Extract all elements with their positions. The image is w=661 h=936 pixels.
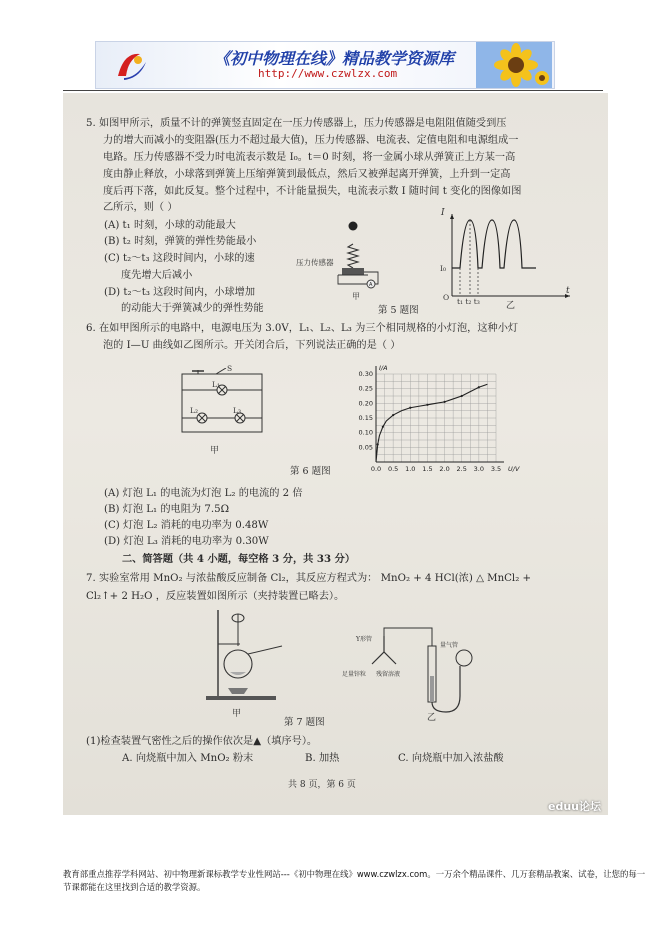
x-tick-label: 1.5 xyxy=(422,465,433,473)
iu-point xyxy=(478,386,480,388)
q5-fig-jia: 甲 xyxy=(352,292,360,301)
burner-icon xyxy=(228,688,248,694)
q6-label-L1: L₁ xyxy=(212,380,220,389)
q6-line-1: 6. 在如甲图所示的电路中，电源电压为 3.0V，L₁、L₂、L₃ 为三个相同规格的小灯泡，这种小灯 xyxy=(86,323,519,334)
x-tick-label: 2.0 xyxy=(439,465,450,473)
q6-option-d: (D) 灯泡 L₃ 消耗的电功率为 0.30W xyxy=(104,536,269,547)
q5-sensor-label: 压力传感器 xyxy=(296,258,334,267)
q5-axis-I0: I₀ xyxy=(440,264,446,273)
q5-option-d-cont: 的动能大于弹簧减少的弹性势能 xyxy=(121,303,264,314)
q7-line-2: Cl₂↑+ 2 H₂O ，反应装置如图所示（夹持装置已略去）。 xyxy=(86,591,345,602)
iu-point xyxy=(443,401,445,403)
q7-sub1: (1)检查装置气密性之后的操作依次是▲（填序号）。 xyxy=(86,736,318,747)
q5-option-c: (C) t₂～t₃ 这段时间内，小球的速 xyxy=(104,253,255,264)
q7-label-gauge: 量气管 xyxy=(440,642,459,649)
q5-line-1: 5. 如图甲所示，质量不计的弹簧竖直固定在一压力传感器上，压力传感器是电阻阻值随受到压 xyxy=(86,118,507,129)
sunflower-icon xyxy=(476,42,552,88)
q5-line-4: 度由静止释放，小球落到弹簧上压缩弹簧到最低点，然后又被弹起离开弹簧，上升到一定高 xyxy=(103,169,511,180)
q5-line-3: 电路。压力传感器不受力时电流表示数是 I₀。t＝0 时刻，将一金属小球从弹簧正上方某一高 xyxy=(103,152,516,163)
q7-label-zinc: 足量锌粒 xyxy=(342,671,367,678)
y-tick-label: 0.10 xyxy=(358,428,373,437)
q7-option-b: B. 加热 xyxy=(305,753,340,764)
q7-y-tube-apparatus xyxy=(350,616,480,716)
q5-current-curve xyxy=(452,220,536,268)
iu-point xyxy=(426,404,428,406)
q7-option-c: C. 向烧瓶中加入浓盐酸 xyxy=(398,753,504,764)
q5-time-ticks: t₁ t₂ t₃ xyxy=(457,297,480,306)
banner-title: 《初中物理在线》精品教学资源库 xyxy=(214,49,455,68)
q5-axis-origin: O xyxy=(443,293,450,302)
q5-current-time-graph xyxy=(436,208,576,308)
q7-flask-apparatus xyxy=(200,606,290,706)
q6-label-S: S xyxy=(227,364,233,373)
x-tick-label: 0.5 xyxy=(387,465,399,473)
q7-label-residual: 残留溶液 xyxy=(376,671,401,678)
q5-option-a: (A) t₁ 时刻，小球的动能最大 xyxy=(104,220,236,231)
q6-option-c: (C) 灯泡 L₂ 消耗的电功率为 0.48W xyxy=(104,520,269,531)
q6-fig-jia: 甲 xyxy=(210,446,220,456)
q7-label-y-tube: Y形管 xyxy=(356,636,372,643)
leveling-bulb-icon xyxy=(456,650,472,666)
q5-axis-t: t xyxy=(566,286,570,296)
header-rule xyxy=(63,90,603,91)
iu-point xyxy=(377,443,379,445)
eduu-watermark: eduu论坛 xyxy=(548,800,601,813)
y-tick-label: 0.30 xyxy=(358,370,373,378)
q6-line-2: 泡的 I—U 曲线如乙图所示。开关闭合后，下列说法正确的是（ ） xyxy=(103,340,401,351)
x-tick-label: 3.0 xyxy=(473,465,485,473)
y-axis-label: I/A xyxy=(379,364,388,372)
banner-url[interactable]: http://www.czwlzx.com xyxy=(258,67,398,80)
q6-label-L3: L₃ xyxy=(233,406,241,415)
q5-option-c-cont: 度先增大后减小 xyxy=(121,270,193,281)
q5-caption: 第 5 题图 xyxy=(378,305,419,316)
iu-point xyxy=(461,395,463,397)
iu-point xyxy=(409,407,411,409)
q6-caption: 第 6 题图 xyxy=(290,466,331,477)
pressure-sensor-block xyxy=(342,268,364,275)
q7-caption: 第 7 题图 xyxy=(284,717,325,728)
section-heading: 二、简答题（共 4 小题，每空格 3 分，共 33 分） xyxy=(122,553,356,565)
metal-ball-icon xyxy=(349,222,358,231)
site-banner xyxy=(95,41,555,89)
q5-line-6: 乙所示，则（ ） xyxy=(103,202,178,213)
y-tick-label: 0.20 xyxy=(358,399,373,408)
q7-line-1: 7. 实验室常用 MnO₂ 与浓盐酸反应制备 Cl₂，其反应方程式为： MnO₂ + 4 HCl(浓) △ MnCl₂ + xyxy=(86,573,532,584)
x-tick-label: 0.0 xyxy=(370,465,382,473)
q5-line-5: 度后再下落，如此反复。整个过程中，不计能量损失，电流表示数 I 随时间 t 变化的图像如图 xyxy=(103,186,522,197)
x-axis-label: U/V xyxy=(508,465,520,473)
q6-option-a: (A) 灯泡 L₁ 的电流为灯泡 L₂ 的电流的 2 倍 xyxy=(104,488,303,499)
x-tick-label: 3.5 xyxy=(490,465,502,473)
q5-axis-I: I xyxy=(441,208,445,218)
page-number: 共 8 页，第 6 页 xyxy=(288,780,356,790)
q7-option-a: A. 向烧瓶中加入 MnO₂ 粉末 xyxy=(122,753,254,764)
switch-icon xyxy=(216,368,226,374)
x-tick-label: 1.0 xyxy=(405,465,416,473)
q6-iu-chart xyxy=(352,360,522,480)
y-tick-label: 0.05 xyxy=(358,443,373,452)
q5-fig-yi: 乙 xyxy=(506,301,516,311)
q5-option-b: (B) t₂ 时刻，弹簧的弹性势能最小 xyxy=(104,236,257,247)
q7-fig-yi: 乙 xyxy=(427,713,437,723)
q7-fig-jia: 甲 xyxy=(232,709,242,719)
y-tick-label: 0.15 xyxy=(358,414,373,422)
site-logo-icon xyxy=(114,48,150,82)
iu-point xyxy=(392,414,394,416)
y-tick-label: 0.25 xyxy=(358,384,373,393)
q6-option-b: (B) 灯泡 L₁ 的电阻为 7.5Ω xyxy=(104,504,230,515)
q6-label-L2: L₂ xyxy=(190,406,198,415)
footer-text: 教育部重点推荐学科网站、初中物理新课标教学专业性网站---《初中物理在线》www.czwlzx.com。一万余个精品课件、几万套精品教案、试卷，让您的每一节课都能在这里找到合适的教学资源。 xyxy=(63,869,646,892)
q5-line-2: 力的增大而减小的变阻器(压力不超过最大值)，压力传感器、电流表、定值电阻和电源组成一 xyxy=(103,135,519,146)
spring-icon xyxy=(348,244,358,268)
svg-text:A: A xyxy=(369,282,373,288)
x-tick-label: 2.5 xyxy=(456,465,467,473)
iu-point xyxy=(382,426,384,428)
y-tube-icon xyxy=(372,652,396,664)
q6-circuit-diagram xyxy=(178,368,268,438)
q5-option-d: (D) t₂～t₃ 这段时间内，小球增加 xyxy=(104,287,256,298)
